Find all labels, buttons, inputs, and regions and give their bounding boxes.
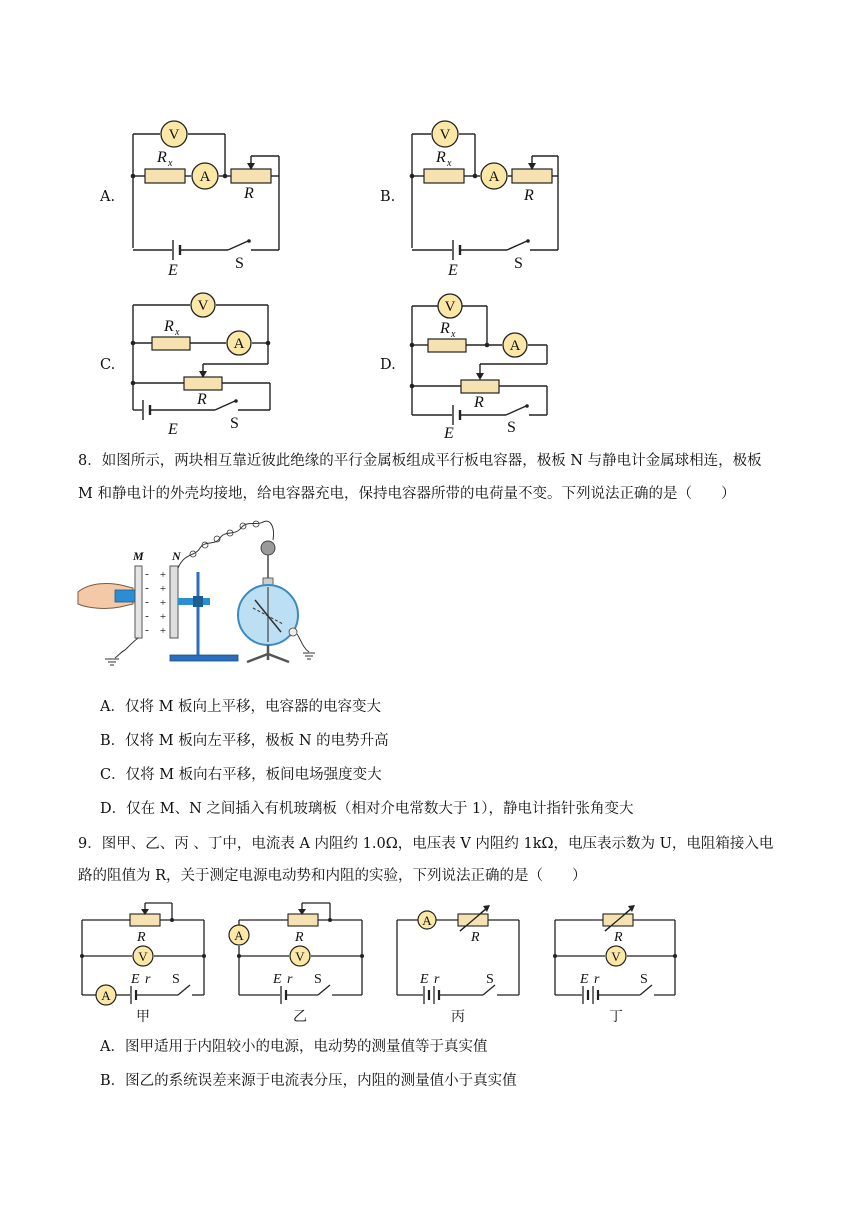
- svg-text:V: V: [168, 127, 180, 143]
- svg-text:r: r: [145, 972, 151, 987]
- svg-text:R: R: [440, 320, 450, 337]
- q8-option-a: A．仅将 M 板向上平移，电容器的电容变大: [100, 699, 382, 715]
- svg-text:M: M: [133, 549, 144, 563]
- q7-option-c-label: C.: [100, 357, 116, 373]
- svg-text:r: r: [287, 972, 293, 987]
- svg-text:V: V: [138, 949, 148, 964]
- svg-text:N: N: [172, 549, 181, 563]
- svg-text:R: R: [614, 930, 623, 945]
- q7-circuit-a: [133, 134, 279, 260]
- svg-text:E: E: [168, 262, 178, 279]
- svg-text:S: S: [314, 972, 322, 987]
- q7-option-d-label: D.: [380, 357, 396, 373]
- caption-bing: 丙: [451, 1010, 465, 1025]
- q9-option-b: B．图乙的系统误差来源于电流表分压，内阻的测量值小于真实值: [100, 1073, 517, 1089]
- svg-text:+: +: [159, 597, 167, 609]
- svg-text:V: V: [611, 949, 621, 964]
- svg-text:+: +: [159, 611, 167, 623]
- svg-text:V: V: [444, 299, 456, 315]
- svg-text:R: R: [474, 394, 484, 411]
- svg-text:A: A: [234, 928, 244, 943]
- q8-option-c: C．仅将 M 板向右平移，板间电场强度变大: [100, 767, 382, 783]
- svg-text:S: S: [172, 972, 180, 987]
- svg-text:A: A: [199, 169, 211, 185]
- svg-text:+: +: [159, 583, 167, 595]
- q7-option-b-label: B.: [380, 189, 396, 205]
- svg-text:S: S: [514, 255, 523, 272]
- svg-text:R: R: [137, 930, 146, 945]
- svg-text:x: x: [168, 158, 173, 169]
- q9-option-a: A．图甲适用于内阻较小的电源，电动势的测量值等于真实值: [100, 1039, 488, 1055]
- svg-text:S: S: [235, 255, 244, 272]
- electroscope-ball: [261, 541, 275, 555]
- svg-text:R: R: [157, 149, 167, 166]
- svg-text:R: R: [524, 187, 534, 204]
- svg-text:R: R: [295, 930, 304, 945]
- svg-text:R: R: [436, 149, 446, 166]
- svg-text:S: S: [486, 972, 494, 987]
- svg-text:+: +: [159, 625, 167, 637]
- svg-text:R: R: [244, 185, 254, 202]
- svg-text:E: E: [580, 972, 589, 987]
- q7-option-a-label: A.: [100, 189, 116, 205]
- svg-text:A: A: [101, 988, 111, 1003]
- svg-text:S: S: [230, 415, 239, 432]
- svg-text:-: -: [145, 610, 149, 622]
- svg-text:E: E: [448, 262, 458, 279]
- caption-jia: 甲: [136, 1010, 150, 1025]
- svg-text:E: E: [168, 421, 178, 438]
- svg-text:A: A: [488, 169, 500, 185]
- svg-text:E: E: [420, 972, 429, 987]
- svg-text:-: -: [145, 596, 149, 608]
- q7-circuits: [0, 0, 860, 440]
- svg-text:S: S: [640, 972, 648, 987]
- svg-text:V: V: [295, 949, 305, 964]
- svg-text:S: S: [507, 419, 516, 436]
- svg-text:x: x: [175, 327, 180, 338]
- svg-text:r: r: [434, 972, 440, 987]
- svg-text:r: r: [594, 972, 600, 987]
- svg-text:x: x: [451, 329, 456, 340]
- svg-text:R: R: [164, 318, 174, 335]
- svg-text:V: V: [197, 298, 209, 314]
- svg-text:E: E: [444, 425, 454, 440]
- q7-circuit-b: [412, 134, 558, 260]
- q9-stem-line1: 9．图甲、乙、丙 、丁中，电流表 A 内阻约 1.0Ω，电压表 V 内阻约 1kΩ，电压表示数为 U，电阻箱接入电: [78, 836, 774, 852]
- q8-stem-line2: M 和静电计的外壳均接地，给电容器充电，保持电容器所带的电荷量不变。下列说法正确的是（ ）: [78, 486, 736, 502]
- svg-text:x: x: [447, 158, 452, 169]
- plate-n: [170, 566, 178, 638]
- svg-text:+: +: [159, 569, 167, 581]
- q8-option-d: D．仅在 M、N 之间插入有机玻璃板（相对介电常数大于 1），静电计指针张角变大: [100, 801, 634, 817]
- plate-m: [135, 566, 142, 638]
- svg-text:V: V: [439, 127, 451, 143]
- q8-stem-line1: 8．如图所示，两块相互靠近彼此绝缘的平行金属板组成平行板电容器，极板 N 与静电计金属球相连，极板: [78, 453, 762, 469]
- q8-option-b: B．仅将 M 板向左平移，极板 N 的电势升高: [100, 733, 389, 749]
- svg-text:-: -: [145, 582, 149, 594]
- svg-text:R: R: [197, 391, 207, 408]
- svg-text:R: R: [471, 930, 480, 945]
- svg-text:-: -: [145, 568, 149, 580]
- q9-circuits: [0, 885, 860, 1025]
- svg-text:E: E: [131, 972, 140, 987]
- svg-text:-: -: [145, 624, 149, 636]
- caption-ding: 丁: [609, 1010, 623, 1025]
- svg-text:E: E: [273, 972, 282, 987]
- q8-capacitor-figure: [75, 512, 335, 672]
- svg-text:A: A: [233, 336, 245, 352]
- svg-text:A: A: [509, 338, 521, 354]
- svg-text:A: A: [422, 913, 432, 928]
- caption-yi: 乙: [293, 1010, 307, 1025]
- q9-stem-line2: 路的阻值为 R，关于测定电源电动势和内阻的实验，下列说法正确的是（ ）: [78, 868, 587, 884]
